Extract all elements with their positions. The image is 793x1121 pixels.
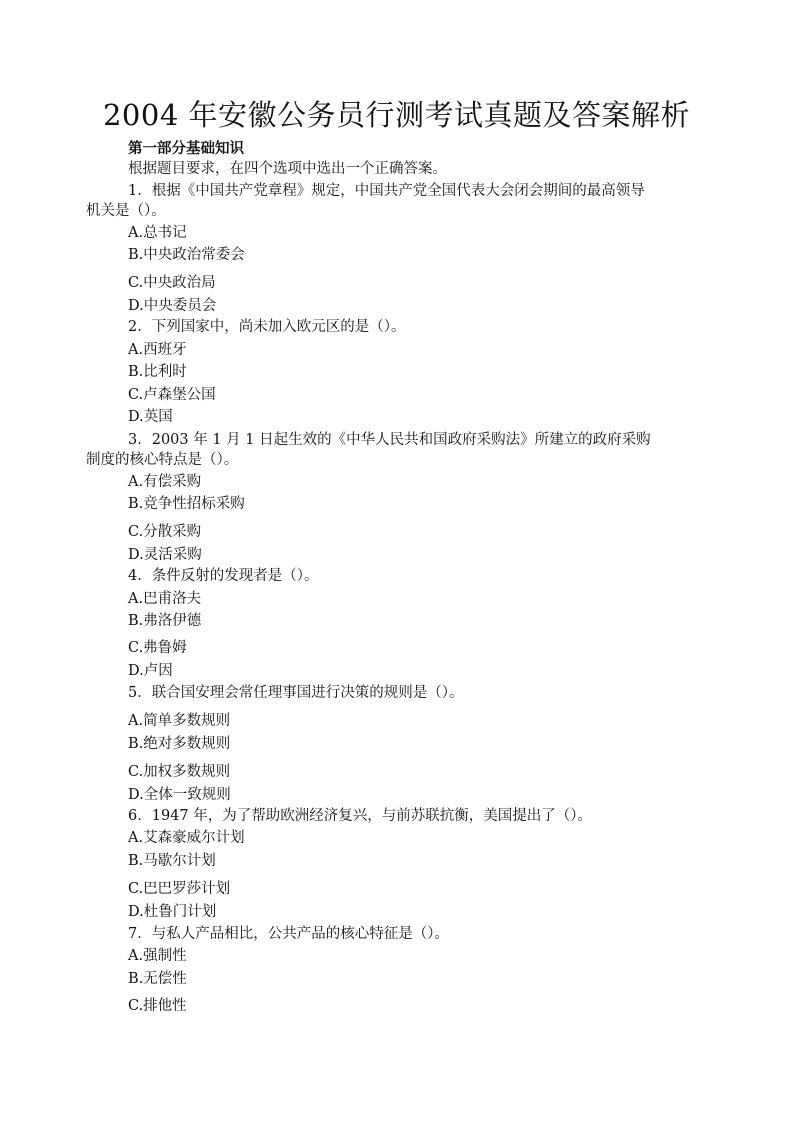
question-5-option-d: D.全体一致规则	[128, 787, 231, 803]
question-7-option-a: A.强制性	[128, 948, 187, 964]
question-1-stem: 1．根据《中国共产党章程》规定，中国共产党全国代表大会闭会期间的最高领导	[128, 183, 645, 199]
question-2-stem: 2．下列国家中，尚未加入欧元区的是（）。	[128, 319, 406, 335]
question-1-option-a: A.总书记	[128, 225, 187, 241]
question-6-option-d: D.杜鲁门计划	[128, 904, 217, 920]
question-4-option-a: A.巴甫洛夫	[128, 591, 202, 607]
question-4-option-b: B.弗洛伊德	[128, 613, 202, 629]
question-4-option-d: D.卢因	[128, 663, 173, 679]
question-5-option-a: A.简单多数规则	[128, 713, 231, 729]
question-6-stem: 6．1947 年，为了帮助欧洲经济复兴，与前苏联抗衡，美国提出了（）。	[128, 808, 592, 824]
question-4-option-c: C.弗鲁姆	[128, 640, 187, 656]
question-1-stem-cont: 机关是（）。	[86, 203, 166, 219]
question-4-stem: 4．条件反射的发现者是（）。	[128, 568, 319, 584]
question-6-option-b: B.马歇尔计划	[128, 853, 216, 869]
question-5-option-b: B.绝对多数规则	[128, 736, 231, 752]
question-1-option-b: B.中央政治常委会	[128, 247, 245, 263]
question-3-option-b: B.竞争性招标采购	[128, 496, 245, 512]
question-7-option-b: B.无偿性	[128, 971, 187, 987]
question-6-option-c: C.巴巴罗莎计划	[128, 881, 231, 897]
instruction-text: 根据题目要求，在四个选项中选出一个正确答案。	[128, 161, 447, 177]
question-6-option-a: A.艾森豪威尔计划	[128, 830, 245, 846]
question-2-option-c: C.卢森堡公国	[128, 387, 216, 403]
section-heading: 第一部分基础知识	[128, 140, 244, 157]
question-1-option-d: D.中央委员会	[128, 298, 217, 314]
question-2-option-d: D.英国	[128, 409, 173, 425]
question-2-option-b: B.比利时	[128, 364, 187, 380]
question-3-stem-cont: 制度的核心特点是（）。	[86, 452, 239, 468]
question-7-stem: 7．与私人产品相比，公共产品的核心特征是（）。	[128, 926, 449, 942]
question-5-stem: 5．联合国安理会常任理事国进行决策的规则是（）。	[128, 685, 464, 701]
document-title: 2004 年安徽公务员行测考试真题及答案解析	[102, 98, 691, 132]
question-3-option-d: D.灵活采购	[128, 547, 202, 563]
question-3-option-c: C.分散采购	[128, 524, 202, 540]
question-3-option-a: A.有偿采购	[128, 474, 202, 490]
question-1-option-c: C.中央政治局	[128, 275, 216, 291]
question-3-stem: 3．2003 年 1 月 1 日起生效的《中华人民共和国政府采购法》所建立的政府采购	[128, 432, 651, 448]
question-5-option-c: C.加权多数规则	[128, 764, 231, 780]
question-7-option-c: C.排他性	[128, 998, 187, 1014]
question-2-option-a: A.西班牙	[128, 342, 187, 358]
